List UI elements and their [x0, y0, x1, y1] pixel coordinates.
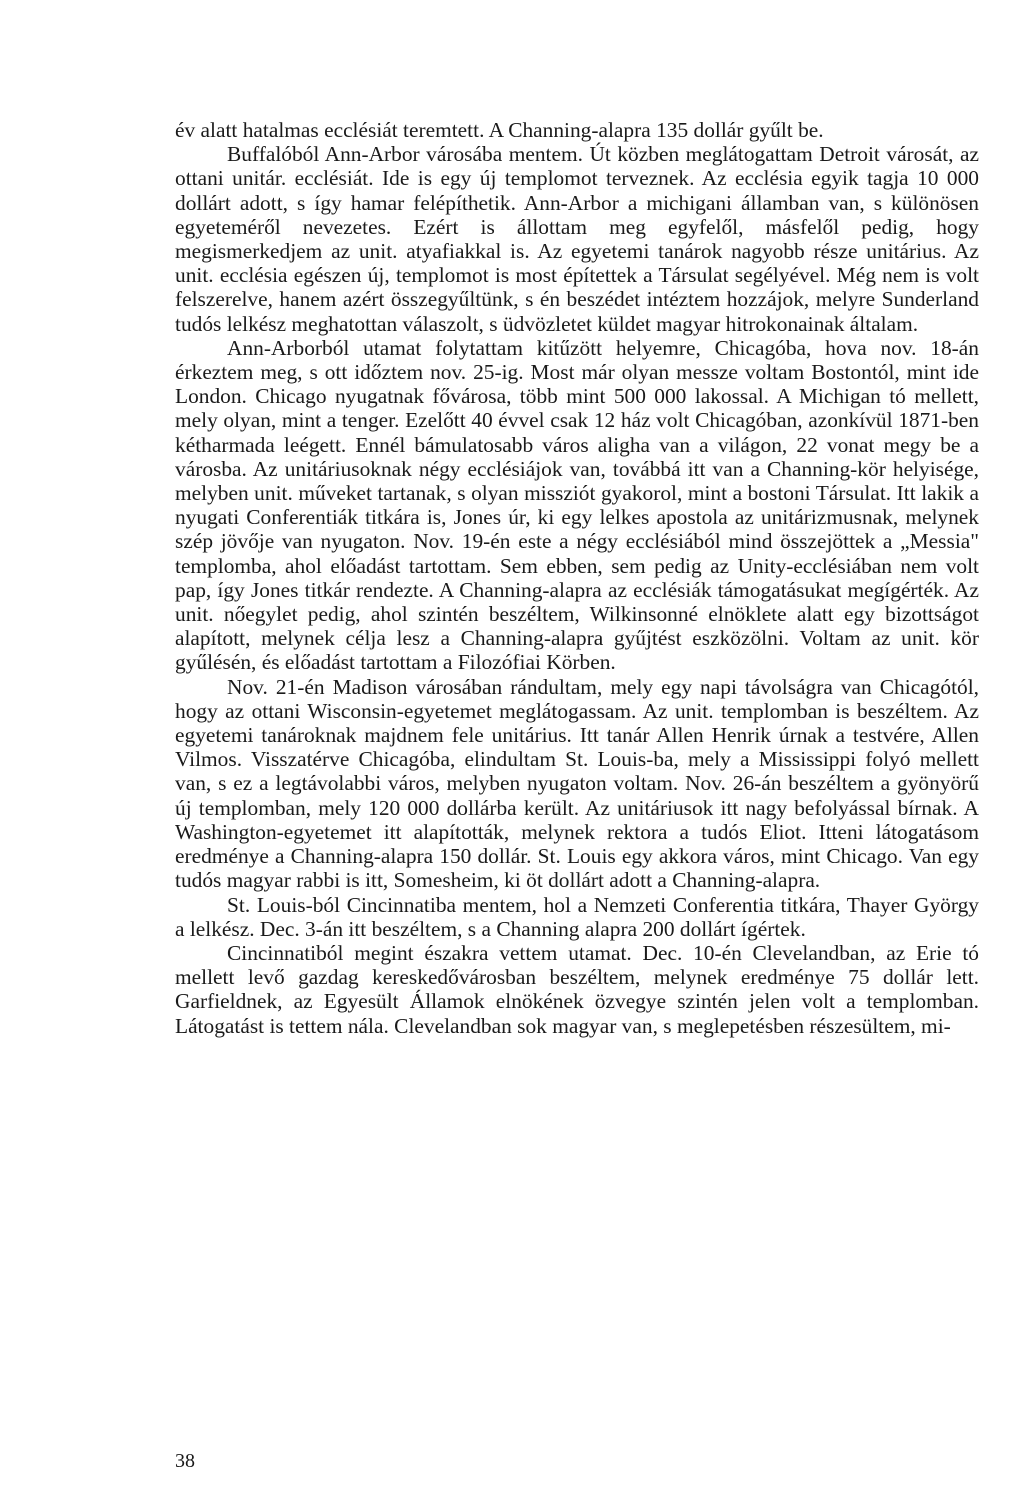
page-body-text [175, 118, 979, 1038]
paragraph: Cincinnatiból megint északra vettem utamat. Dec. 10-én Clevelandban, az Erie tó mellett levő gazdag kereskedővárosban beszéltem, melynek eredménye 75 dollár lett. Garfieldnek, az Egyesült Államok elnökének özvegye szintén jelen volt a templomban. Látogatást is tettem nála. Clevelandban sok magyar van, s meglepetésben részesültem, mi- [175, 940, 979, 1038]
paragraph: St. Louis-ból Cincinnatiba mentem, hol a Nemzeti Conferentia titkára, Thayer György a lelkész. Dec. 3-án itt beszéltem, s a Channing alapra 200 dollárt ígértek. [175, 892, 979, 941]
paragraph: év alatt hatalmas ecclésiát teremtett. A Channing-alapra 135 dollár gyűlt be. [175, 118, 824, 142]
paragraph: Ann-Arborból utamat folytattam kitűzött helyemre, Chicagóba, hova nov. 18-án érkeztem meg, s ott időztem nov. 25-ig. Most már olyan messze voltam Bostontól, mint ide London. Chicago nyugatnak fővárosa, több mint 500 000 lakossal. A Michigan tó mellett, mely olyan, mint a tenger. Ezelőtt 40 évvel csak 12 ház volt Chicagóban, azonkívül 1871-ben kétharmada leégett. Ennél bámulatosabb város aligha van a világon, 22 vonat megy be a városba. Az unitáriusoknak négy ecclésiájok van, továbbá itt van a Channing-kör helyisége, melyben unit. műveket tartanak, s olyan missziót gyakorol, mint a bostoni Társulat. Itt lakik a nyugati Conferentiák titkára is, Jones úr, ki egy lelkes apostola az unitárizmusnak, melynek szép jövője van nyugaton. Nov. 19-én este a négy ecclésiából mind összejöttek a „Messia" templomba, ahol előadást tartottam. Sem ebben, sem pedig az Unity-ecclésiában nem volt pap, így Jones titkár rendezte. A Channing-alapra az ecclésiák támogatásukat megígérték. Az unit. nőegylet pedig, ahol szintén beszéltem, Wilkinsonné elnöklete alatt egy bizottságot alapított, melynek célja lesz a Channing-alapra gyűjtést eszközölni. Voltam az unit. kör gyűlésén, és előadást tartottam a Filozófiai Körben. [175, 335, 979, 675]
paragraph: Nov. 21-én Madison városában rándultam, mely egy napi távolságra van Chicagótól, hogy az ottani Wisconsin-egyetemet meglátogassam. Az unit. templomban is beszéltem. Az egyetemi tanároknak majdnem fele unitárius. Itt tanár Allen Henrik úrnak a testvére, Allen Vilmos. Visszatérve Chicagóba, elindultam St. Louis-ba, mely a Mississippi folyó mellett van, s ez a legtávolabbi város, melyben nyugaton voltam. Nov. 26-án beszéltem a gyönyörű új templomban, mely 120 000 dollárba került. Az unitáriusok itt nagy befolyással bírnak. A Washington-egyetemet itt alapították, melynek rektora a tudós Eliot. Itteni látogatásom eredménye a Channing-alapra 150 dollár. St. Louis egy akkora város, mint Chicago. Van egy tudós magyar rabbi is itt, Somesheim, ki öt dollárt adott a Channing-alapra. [175, 674, 979, 893]
paragraph: Buffalóból Ann-Arbor városába mentem. Út közben meglátogattam Detroit városát, az ottani unitár. ecclésiát. Ide is egy új templomot terveznek. Az ecclésia egyik tagja 10 000 dollárt adott, s így hamar felépíthetik. Ann-Arbor a michigani államban van, s különösen egyeteméről nevezetes. Ezért is állottam meg egyfelől, másfelől pedig, hogy megismerkedjem az unit. atyafiakkal is. Az egyetemi tanárok nagyobb része unitárius. Az unit. ecclésia egészen új, templomot is most építettek a Társulat segélyével. Még nem is volt felszerelve, hanem azért összegyűltünk, s én beszédet intéztem hozzájok, melyre Sunderland tudós lelkész meghatottan válaszolt, s üdvözletet küldet magyar hitrokonainak általam. [175, 142, 979, 336]
page-number: 38 [175, 1450, 195, 1472]
